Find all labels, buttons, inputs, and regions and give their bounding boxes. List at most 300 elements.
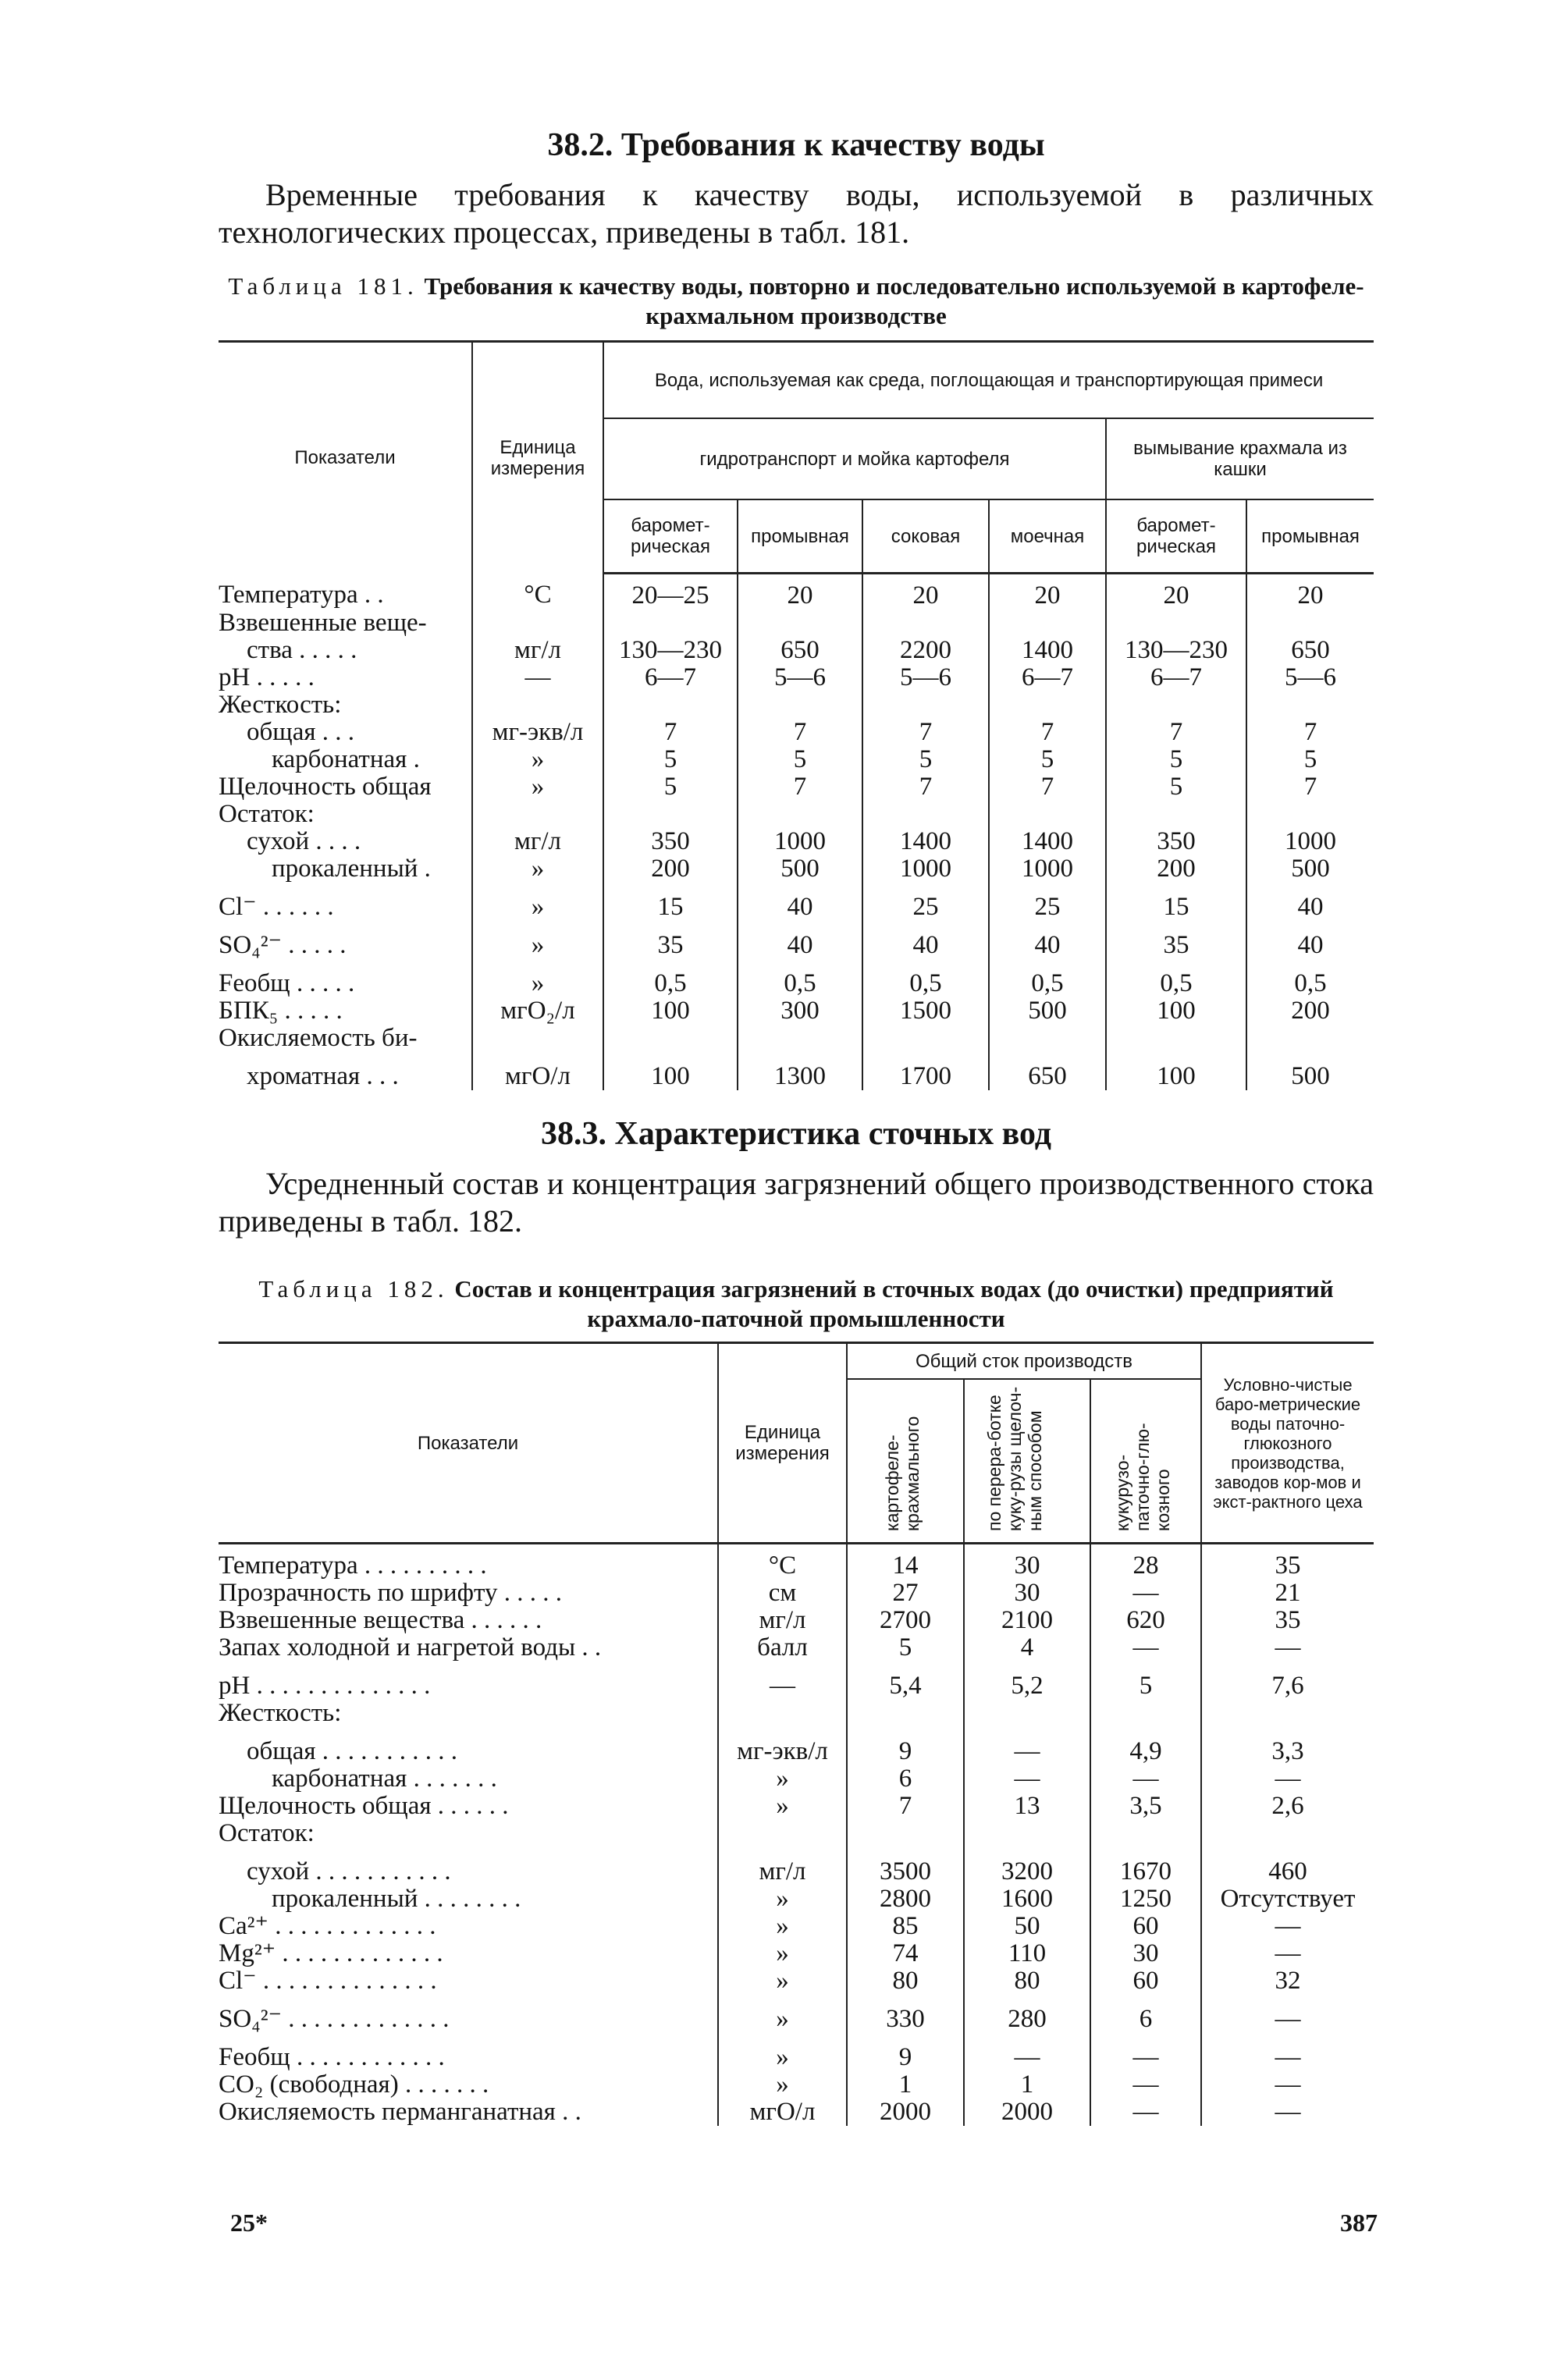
t182-row-unit: мг/л [718,1607,847,1634]
t182-cell: 50 [964,1913,1090,1940]
t182-cell: 27 [847,1580,964,1607]
t181-row [219,921,1374,959]
t181-row [219,883,1374,921]
t182-cell: — [1090,1765,1201,1793]
t182-cell [964,1700,1090,1727]
t181-row-unit: мг-экв/л [472,719,603,746]
t182-row-label: CO₂ (свободная) . . . . . . . [219,2071,489,2099]
t181-cell: 20 [738,574,862,610]
t181-header-c4: моечная [989,499,1106,574]
t181-cell [862,691,989,719]
t182-cell: — [964,2033,1090,2071]
t181-cell: 2200 [862,637,989,664]
t182-cell [847,1700,964,1727]
t182-cell: 80 [847,1967,964,1995]
t181-cell: 7 [862,773,989,801]
t181-cell: 0,5 [603,959,738,997]
t181-cell: 200 [1106,855,1246,883]
t181-cell: 650 [1246,637,1374,664]
t182-cell: — [1201,2071,1374,2099]
t182-row-unit: мг/л [718,1847,847,1885]
t181-cell: 100 [1106,1052,1246,1090]
t182-row-label: сухой . . . . . . . . . . . [247,1857,451,1885]
t181-cell: 20 [989,574,1106,610]
t181-cell [738,801,862,828]
t181-row [219,691,1374,719]
t182-cell: 1250 [1090,1885,1201,1913]
t182-row [219,1607,1374,1634]
t181-cell: 7 [738,719,862,746]
t182-row [219,1580,1374,1607]
t181-cell [738,691,862,719]
t182-cell: — [1090,1580,1201,1607]
t182-row-label: Cl⁻ . . . . . . . . . . . . . . [219,1967,437,1995]
t182-cell [1090,1700,1201,1727]
t182-header-group: Общий сток производств [847,1343,1201,1380]
t182-row-unit [718,1820,847,1847]
t181-row-unit: °С [472,574,603,610]
t181-cell: 25 [862,883,989,921]
t181-row-label: Взвешенные веще- [219,610,427,637]
t181-cell [1246,801,1374,828]
t182-header-c1: картофеле-крахмального [847,1379,964,1544]
t182-row-label: Остаток: [219,1820,315,1847]
t181-header-indicator: Показатели [219,342,472,574]
t182-cell: 280 [964,1995,1090,2033]
t181-cell: 15 [1106,883,1246,921]
t181-row-unit: » [472,921,603,959]
t181-cell: 130—230 [603,637,738,664]
t181-row-unit: мг/л [472,637,603,664]
t182-cell: 35 [1201,1607,1374,1634]
t181-cell: 6—7 [603,664,738,691]
t181-cell: 35 [1106,921,1246,959]
t181-cell: 40 [989,921,1106,959]
t182-cell: — [1201,1765,1374,1793]
t182-row-label: Взвешенные вещества . . . . . . [219,1607,542,1634]
t182-row-unit: » [718,1913,847,1940]
t181-cell: 5—6 [1246,664,1374,691]
t181-cell [862,801,989,828]
t181-cell: 350 [1106,828,1246,855]
t181-header-c3: соковая [862,499,989,574]
t181-row-unit: мг/л [472,828,603,855]
t181-cell [1106,610,1246,637]
t181-row [219,664,1374,691]
t181-cell [738,1025,862,1052]
t182-cell: 9 [847,2033,964,2071]
t182-cell: 460 [1201,1847,1374,1885]
t181-cell: 300 [738,997,862,1025]
t182-row-label: Жесткость: [219,1700,342,1727]
t181-cell: 6—7 [989,664,1106,691]
table-181-label: Таблица 181. [228,272,418,300]
t181-cell: 7 [989,773,1106,801]
t182-cell: — [1201,2099,1374,2126]
t181-cell: 130—230 [1106,637,1246,664]
t181-cell [989,1025,1106,1052]
t182-row-unit: » [718,1967,847,1995]
t181-cell: 650 [989,1052,1106,1090]
t182-cell: — [1201,2033,1374,2071]
t182-cell: 6 [847,1765,964,1793]
t181-header-c1: баромет-рическая [603,499,738,574]
t182-cell: 35 [1201,1544,1374,1580]
t181-cell: 0,5 [1246,959,1374,997]
t181-cell: 20 [1246,574,1374,610]
t182-row-unit: — [718,1662,847,1700]
t182-cell: — [1090,2071,1201,2099]
t181-cell [738,610,862,637]
t182-cell: 7 [847,1793,964,1820]
t181-row-label: прокаленный . [272,855,431,883]
t182-cell: 60 [1090,1967,1201,1995]
t182-cell: 2700 [847,1607,964,1634]
t181-row-label: Остаток: [219,801,315,828]
t182-row [219,1793,1374,1820]
t182-row [219,1727,1374,1765]
t181-cell: 20 [862,574,989,610]
t182-row-unit: мгO/л [718,2099,847,2126]
t181-row [219,801,1374,828]
t182-cell: — [1090,2099,1201,2126]
t182-cell: 110 [964,1940,1090,1967]
page-footer [230,2209,1378,2237]
t181-row-label: сухой . . . . [247,828,361,855]
t181-cell [989,610,1106,637]
t182-row [219,1765,1374,1793]
t181-row [219,610,1374,637]
section-heading-38-3: 38.3. Характеристика сточных вод [541,1116,1051,1152]
t181-cell: 40 [738,921,862,959]
t182-cell: 2100 [964,1607,1090,1634]
t182-cell: 28 [1090,1544,1201,1580]
t182-row-unit: » [718,1885,847,1913]
t181-cell: 7 [1246,719,1374,746]
t182-row [219,1634,1374,1662]
t181-row-unit [472,1025,603,1052]
t181-cell: 100 [1106,997,1246,1025]
t181-row [219,959,1374,997]
t181-cell: 350 [603,828,738,855]
t181-cell: 40 [1246,883,1374,921]
t182-cell: 85 [847,1913,964,1940]
t182-header-c3: кукурузо-паточно-глю-козного [1090,1379,1201,1544]
t181-cell [1246,610,1374,637]
t182-header-indicator: Показатели [219,1343,718,1544]
t182-row [219,1662,1374,1700]
t181-cell: 0,5 [989,959,1106,997]
t182-cell: 5 [847,1634,964,1662]
t182-cell: 80 [964,1967,1090,1995]
t181-cell: 1000 [738,828,862,855]
t182-row-label: общая . . . . . . . . . . . [247,1737,458,1765]
table-181 [219,340,1374,1090]
t181-cell: 500 [1246,855,1374,883]
t182-row-unit: см [718,1580,847,1607]
t181-cell: 5 [603,746,738,773]
t181-row [219,637,1374,664]
t181-cell: 7 [738,773,862,801]
t181-body [219,574,1374,1091]
t182-row [219,2071,1374,2099]
t182-row [219,1940,1374,1967]
t181-row [219,719,1374,746]
t181-row-label: Окисляемость би- [219,1025,418,1052]
section-paragraph-38-2: Временные требования к качеству воды, используемой в различных технологических процессах, приведены в табл. 181. [219,177,1374,250]
t181-header-sub2: вымывание крахмала из кашки [1106,418,1374,499]
t181-row [219,1025,1374,1052]
t181-row-unit [472,691,603,719]
t182-cell: 32 [1201,1967,1374,1995]
t181-row-label: хроматная . . . [247,1062,399,1090]
t181-header-c2: промывная [738,499,862,574]
t181-cell: 6—7 [1106,664,1246,691]
t182-row-unit: » [718,2071,847,2099]
t182-cell: 2800 [847,1885,964,1913]
t181-row [219,773,1374,801]
table-182 [219,1342,1374,2126]
t182-cell: 21 [1201,1580,1374,1607]
t181-cell: 40 [862,921,989,959]
t182-row-label: Окисляемость перманганатная . . [219,2099,581,2126]
t182-cell: 5,4 [847,1662,964,1700]
t182-cell: 2,6 [1201,1793,1374,1820]
t181-header-unit: Единица измерения [472,342,603,574]
t182-cell: 1 [847,2071,964,2099]
t181-cell [1106,691,1246,719]
t182-cell: 1670 [1090,1847,1201,1885]
t181-row-unit: » [472,855,603,883]
t181-cell: 500 [989,997,1106,1025]
t182-row-label: прокаленный . . . . . . . . [272,1885,521,1913]
t182-header-c2: по перера-ботке куку-рузы щелоч-ным способом [964,1379,1090,1544]
signature-mark: 25* [230,2209,268,2237]
t182-cell: 4 [964,1634,1090,1662]
t181-row-label: Жесткость: [219,691,342,719]
t182-row [219,1544,1374,1580]
t182-row [219,2099,1374,2126]
table-182-caption [219,1274,1374,1334]
t182-row [219,1967,1374,1995]
table-182-title: Состав и концентрация загрязнений в сточных водах (до очистки) предприятий крахмало-паточной промышленности [454,1275,1334,1332]
t181-cell: 1000 [1246,828,1374,855]
t181-cell: 20—25 [603,574,738,610]
t181-cell: 1400 [989,637,1106,664]
t182-row-unit: балл [718,1634,847,1662]
t181-cell [603,1025,738,1052]
t182-body [219,1544,1374,2127]
t181-header-c5: баромет-рическая [1106,499,1246,574]
t182-cell: 30 [1090,1940,1201,1967]
t181-row [219,997,1374,1025]
table-181-caption [219,272,1374,331]
t181-row-unit: » [472,746,603,773]
t181-cell [1246,1025,1374,1052]
t182-cell [1090,1820,1201,1847]
t182-cell: 3200 [964,1847,1090,1885]
t182-cell: 13 [964,1793,1090,1820]
t181-cell: 200 [603,855,738,883]
t181-cell: 5—6 [738,664,862,691]
t182-cell [1201,1820,1374,1847]
t181-cell: 500 [1246,1052,1374,1090]
t182-cell: — [1201,1940,1374,1967]
t181-cell: 5 [603,773,738,801]
t182-cell: 60 [1090,1913,1201,1940]
t181-cell: 5 [862,746,989,773]
t182-cell: — [1201,1913,1374,1940]
t182-cell: — [1201,1995,1374,2033]
t182-cell [1201,1700,1374,1727]
t182-header-unit: Единица измерения [718,1343,847,1544]
t181-cell: 1000 [862,855,989,883]
t182-row-label: Прозрачность по шрифту . . . . . [219,1580,562,1607]
t181-cell: 100 [603,997,738,1025]
t182-cell: 74 [847,1940,964,1967]
t181-cell [603,691,738,719]
t181-cell: 650 [738,637,862,664]
t181-header-group: Вода, используемая как среда, поглощающая и транспортирующая примеси [603,342,1374,419]
t181-cell [989,691,1106,719]
t182-row-unit: мг-экв/л [718,1727,847,1765]
t182-row-unit: » [718,1793,847,1820]
t181-cell [1106,1025,1246,1052]
t181-row-label: БПК₅ . . . . . [219,997,343,1025]
t181-cell [1106,801,1246,828]
t181-row [219,574,1374,610]
t182-cell: 3500 [847,1847,964,1885]
t182-row [219,1995,1374,2033]
t182-row-label: Ca²⁺ . . . . . . . . . . . . . [219,1913,436,1940]
t182-cell: 1600 [964,1885,1090,1913]
t182-cell: Отсутствует [1201,1885,1374,1913]
t182-row-unit: » [718,2033,847,2071]
t182-cell: — [1090,2033,1201,2071]
t181-cell: 100 [603,1052,738,1090]
t182-row-label: Щелочность общая . . . . . . [219,1793,509,1820]
t182-row-unit: » [718,1995,847,2033]
t182-cell: 5,2 [964,1662,1090,1700]
table-182-label: Таблица 182. [258,1275,449,1303]
t181-row-unit: мгO₂/л [472,997,603,1025]
t181-row [219,828,1374,855]
t181-cell: 15 [603,883,738,921]
t181-cell [862,1025,989,1052]
t181-cell: 40 [1246,921,1374,959]
t181-row-label: карбонатная . [272,746,420,773]
t181-cell: 1400 [862,828,989,855]
t182-row-unit: » [718,1765,847,1793]
t182-row [219,1820,1374,1847]
t182-row [219,1847,1374,1885]
t181-row-unit: » [472,959,603,997]
t181-row-label: ства . . . . . [247,637,357,664]
t181-cell: 200 [1246,997,1374,1025]
t182-row-unit: °С [718,1544,847,1580]
t182-row [219,1700,1374,1727]
t181-header-c6: промывная [1246,499,1374,574]
t181-cell: 1400 [989,828,1106,855]
t182-header-c4: Условно-чистые баро-метрические воды паточно-глюкозного производства, заводов кор-мов и экст-рактного цеха [1201,1343,1374,1544]
t182-cell [964,1820,1090,1847]
t181-cell [989,801,1106,828]
t181-cell: 40 [738,883,862,921]
t181-row-label: Температура . . [219,580,384,609]
t182-row-unit: » [718,1940,847,1967]
t181-cell: 500 [738,855,862,883]
t181-row-unit: мгO/л [472,1052,603,1090]
t182-cell: 9 [847,1727,964,1765]
t182-cell: 30 [964,1580,1090,1607]
t182-cell: — [1201,1634,1374,1662]
t181-cell: 7 [1106,719,1246,746]
t182-cell: 5 [1090,1662,1201,1700]
t181-cell [1246,691,1374,719]
t181-row [219,855,1374,883]
t182-cell: 6 [1090,1995,1201,2033]
t182-row-unit [718,1700,847,1727]
t182-row-label: Запах холодной и нагретой воды . . [219,1634,602,1662]
t181-cell: 1700 [862,1052,989,1090]
t181-row-label: Щелочность общая [219,773,432,801]
t181-cell: 5 [1246,746,1374,773]
page-content [219,125,1374,2126]
t182-cell: 4,9 [1090,1727,1201,1765]
t181-cell: 5—6 [862,664,989,691]
t182-row-label: карбонатная . . . . . . . [272,1765,497,1793]
t181-row-label: Feобщ . . . . . [219,969,355,997]
t181-cell [603,610,738,637]
t182-row-label: Mg²⁺ . . . . . . . . . . . . . [219,1940,443,1967]
t182-cell: 14 [847,1544,964,1580]
t181-cell: 5 [1106,746,1246,773]
t182-cell: 30 [964,1544,1090,1580]
t182-cell: — [964,1727,1090,1765]
t182-cell: 3,3 [1201,1727,1374,1765]
t181-cell: 0,5 [738,959,862,997]
t181-row-label: общая . . . [247,719,355,746]
t181-row-label: pH . . . . . [219,664,315,691]
t182-cell: 620 [1090,1607,1201,1634]
t182-cell: 3,5 [1090,1793,1201,1820]
t182-row [219,1885,1374,1913]
section-paragraph-38-3: Усредненный состав и концентрация загрязнений общего производственного стока приведены в табл. 182. [219,1166,1374,1239]
t181-cell: 0,5 [1106,959,1246,997]
t181-cell: 7 [603,719,738,746]
t181-row [219,746,1374,773]
t181-cell: 5 [989,746,1106,773]
t181-cell: 5 [738,746,862,773]
t182-cell: 2000 [964,2099,1090,2126]
t181-cell: 20 [1106,574,1246,610]
t182-row-label: pH . . . . . . . . . . . . . . [219,1672,431,1700]
t181-cell: 35 [603,921,738,959]
table-181-title: Требования к качеству воды, повторно и последовательно используемой в картофеле-крахмальном производстве [424,272,1364,329]
t182-row [219,1913,1374,1940]
t181-row-label: Cl⁻ . . . . . . [219,893,334,921]
t181-cell: 7 [1246,773,1374,801]
t181-row-unit: — [472,664,603,691]
t181-cell: 5 [1106,773,1246,801]
t181-cell [603,801,738,828]
t182-cell: 330 [847,1995,964,2033]
t181-cell: 0,5 [862,959,989,997]
t181-cell [862,610,989,637]
t182-row-label: SO₄²⁻ . . . . . . . . . . . . . [219,2005,450,2033]
t181-cell: 25 [989,883,1106,921]
t181-cell: 7 [862,719,989,746]
